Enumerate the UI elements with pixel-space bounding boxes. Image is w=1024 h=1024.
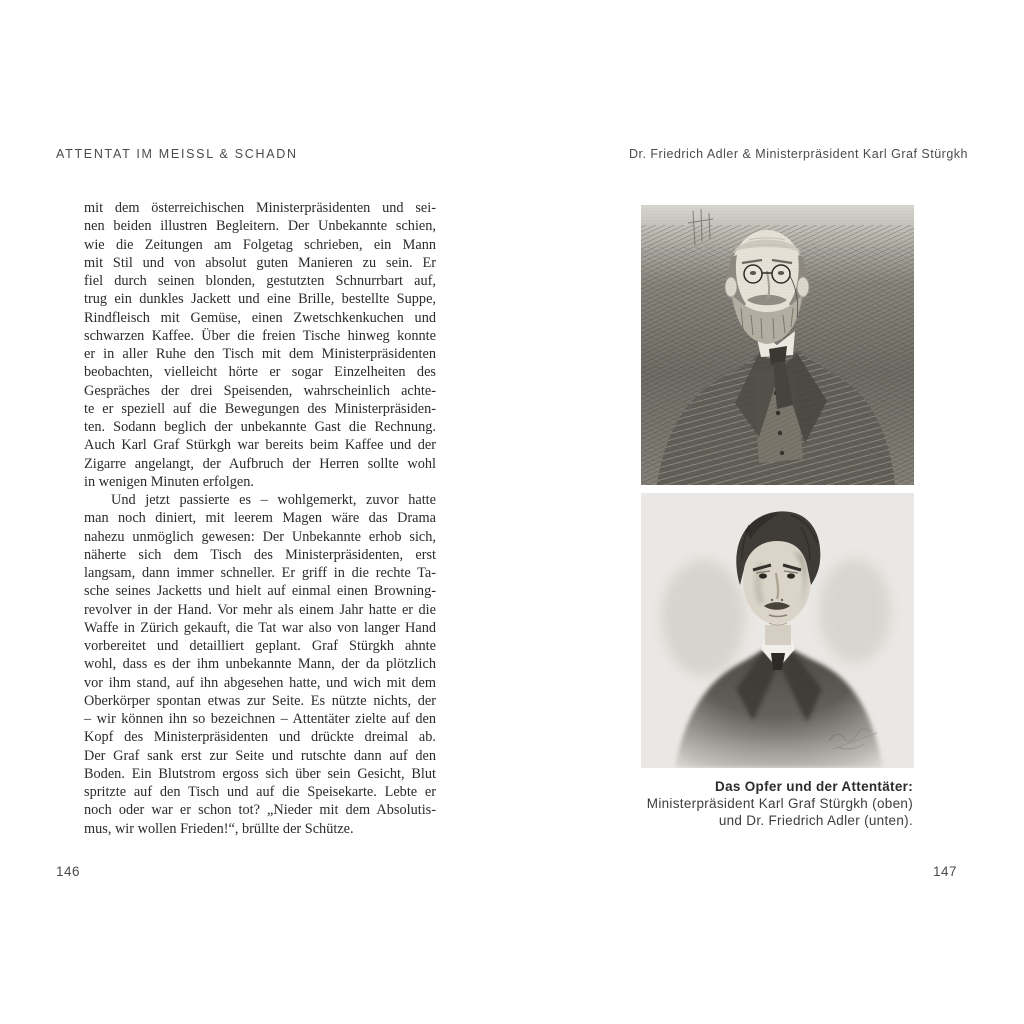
text-line: vor ihm stand, auf ihn abgesehen hatte, und wich mit dem	[84, 674, 436, 691]
text-line: man noch diniert, mit leerem Magen wäre das Drama	[84, 510, 436, 527]
engraving-stuergkh	[641, 205, 914, 485]
text-line: Waffe in Zürich gekauft, die Tat war also von langer Hand	[84, 619, 436, 636]
running-header-right: Dr. Friedrich Adler & Ministerpräsident Karl Graf Stürgkh	[628, 147, 968, 161]
text-line: Boden. Ein Blutstrom ergoss sich über sein Gesicht, Blut	[84, 765, 436, 782]
text-line: revolver in der Hand. Vor mehr als einem Jahr hatte er die	[84, 601, 436, 618]
text-line: Kopf des Ministerpräsidenten und drückte dreimal ab.	[84, 729, 436, 746]
text-line: beobachten, vielleicht hörte er sogar Einzelheiten des	[84, 364, 436, 381]
running-header-left: ATTENTAT IM MEISSL & SCHADN	[56, 147, 298, 161]
page-number-right: 147	[932, 864, 957, 879]
text-line: Gespräches der drei Speisenden, wahrscheinlich achte-	[84, 382, 436, 399]
lithograph-adler	[641, 493, 914, 768]
text-line: Der Graf sank erst zur Seite und rutschte dann auf den	[84, 747, 436, 764]
text-line: fiel durch seinen blonden, gestutzten Schnurrbart auf,	[84, 273, 436, 289]
body-text	[84, 199, 436, 838]
text-line: wohl, dass es der ihm unbekannte Mann, der da plötzlich	[84, 656, 436, 673]
text-line: Oberkörper spontan etwas zur Seite. Es nützte nichts, der	[84, 692, 436, 709]
text-line: nen beiden illustren Begleitern. Der Unbekannte schien,	[84, 218, 436, 235]
text-line: langsam, dann immer schneller. Er griff in die rechte Ta-	[84, 565, 436, 581]
text-line: Zigarre angelangt, der Aufbruch der Herren sollte wohl	[84, 455, 436, 472]
text-line: trug ein dunkles Jackett und eine Brille, bestellte Suppe,	[84, 291, 436, 308]
text-line: mit Stil und von absolut guten Manieren zu sein. Er	[84, 254, 436, 271]
caption-line: Ministerpräsident Karl Graf Stürgkh (oben)	[646, 796, 913, 811]
text-line: mit dem österreichischen Ministerpräsidenten und sei-	[84, 200, 436, 216]
text-line: näherte sich dem Tisch des Ministerpräsidenten, erst	[84, 546, 436, 563]
text-line: mus, wir wollen Frieden!“, brüllte der Schütze.	[84, 820, 354, 837]
portrait-karl-graf-stuergkh	[641, 205, 914, 485]
text-line: wie die Zeitungen am Folgetag schrieben, ein Mann	[84, 236, 436, 253]
text-line: nahezu unmöglich gewesen: Der Unbekannte erhob sich,	[84, 528, 436, 545]
text-line: Rindfleisch mit Gemüse, einen Zwetschkenkuchen und	[84, 309, 436, 326]
text-line: in wenigen Minuten erfolgen.	[84, 473, 254, 490]
text-line: sche seines Jacketts und hielt auf einmal einen Browning-	[84, 583, 436, 600]
text-line: te er speziell auf die Bewegungen des Ministerpräsiden-	[84, 400, 436, 417]
text-line: Und jetzt passierte es – wohlgemerkt, zuvor hatte	[111, 492, 436, 508]
text-line: noch oder war er schon tot? „Nieder mit dem Absolutis-	[84, 802, 436, 819]
caption-line: und Dr. Friedrich Adler (unten).	[718, 813, 913, 828]
text-line: spritzte auf den Tisch und auf die Speisekarte. Lebte er	[84, 784, 436, 800]
text-line: vorbereitet und detailliert geplant. Graf Stürgkh ahnte	[84, 638, 436, 654]
page-number-left: 146	[56, 864, 81, 879]
text-line: ten. Sodann beglich der unbekannte Gast die Rechnung.	[84, 419, 436, 435]
text-line: schwarzen Kaffee. Über die freien Tische hinweg konnte	[84, 327, 436, 344]
portrait-friedrich-adler	[641, 493, 914, 768]
text-line: er in aller Ruhe den Tisch mit dem Ministerpräsidenten	[84, 346, 436, 362]
text-line: – wir können ihn so bezeichnen – Attentäter zielte auf den	[84, 711, 436, 727]
text-line: Auch Karl Graf Stürkgh war bereits beim Kaffee und der	[84, 437, 436, 454]
caption-title: Das Opfer und der Attentäter:	[715, 779, 913, 794]
figure-caption	[539, 778, 913, 829]
